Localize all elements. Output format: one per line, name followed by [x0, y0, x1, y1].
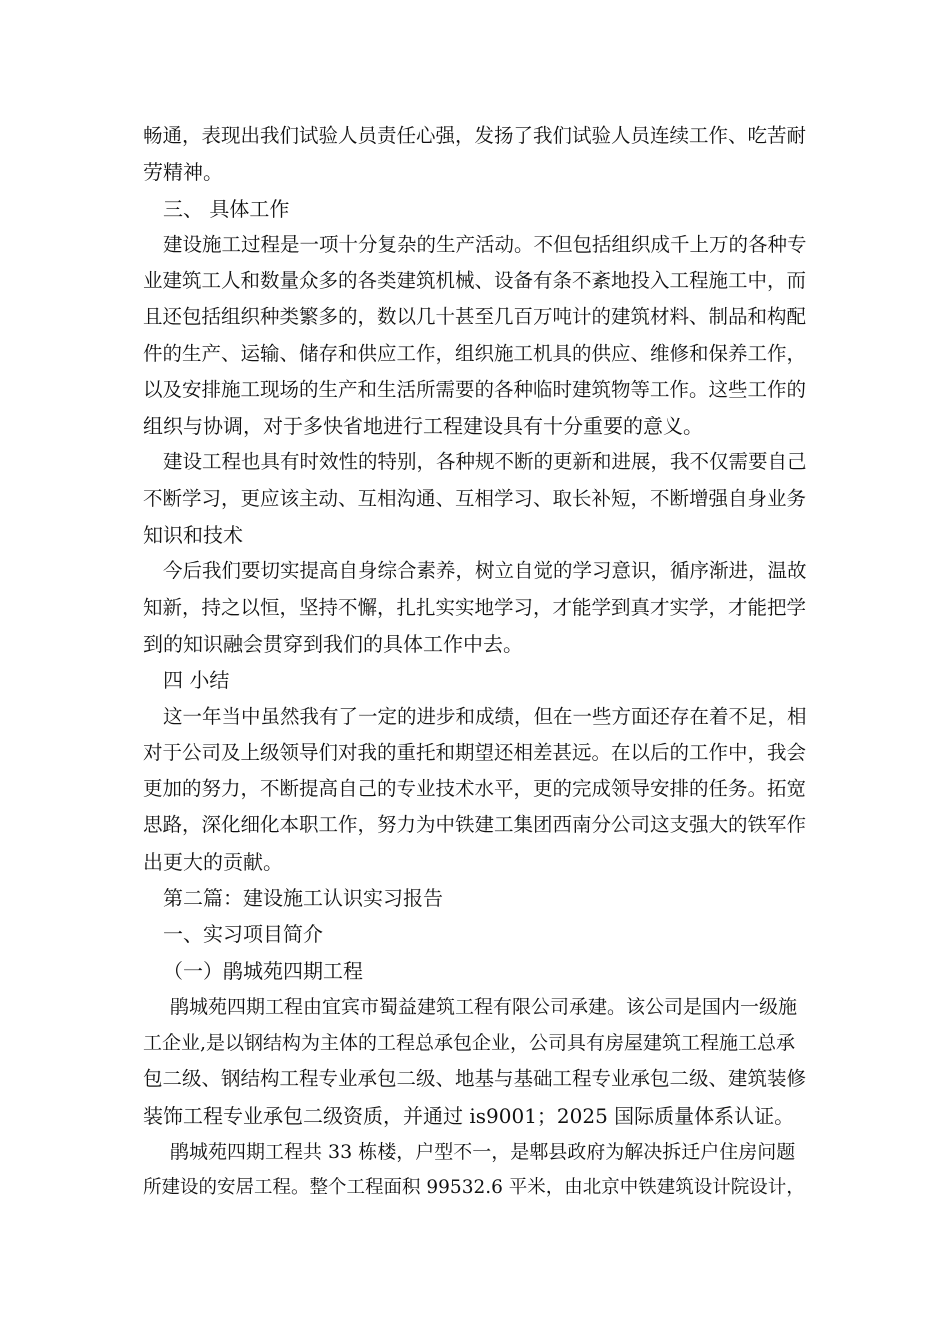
body-text-line: 组织与协调，对于多快省地进行工程建设具有十分重要的意义。 — [143, 414, 703, 438]
section-heading: 三、 具体工作 — [163, 197, 290, 221]
body-text-line: 不断学习，更应该主动、互相沟通、互相学习、取长补短，不断增强自身业务 — [143, 487, 807, 510]
body-text-line: 劳精神。 — [143, 160, 223, 184]
body-text-line: 知新，持之以恒，坚持不懈，扎扎实实地学习，才能学到真才实学，才能把学 — [143, 596, 807, 619]
body-text-line: 畅通，表现出我们试验人员责任心强，发扬了我们试验人员连续工作、吃苦耐 — [143, 124, 807, 147]
body-text-line: 更加的努力，不断提高自己的专业技术水平，更的完成领导安排的任务。拓宽 — [143, 777, 807, 800]
body-text-line: 且还包括组织种类繁多的，数以几十甚至几百万吨计的建筑材料、制品和构配 — [143, 305, 807, 328]
paragraph-start-line: 建设工程也具有时效性的特别，各种规不断的更新和进展，我不仅需要自己 — [163, 450, 807, 473]
chapter-heading: 第二篇：建设施工认识实习报告 — [163, 886, 443, 910]
section-heading: 四 小结 — [163, 668, 230, 692]
body-text-line: 对于公司及上级领导们对我的重托和期望还相差甚远。在以后的工作中，我会 — [143, 741, 807, 764]
body-text-line: 以及安排施工现场的生产和生活所需要的各种临时建筑物等工作。这些工作的 — [143, 378, 807, 401]
body-text-line: 工企业,是以钢结构为主体的工程总承包企业，公司具有房屋建筑工程施工总承 — [143, 1032, 796, 1054]
body-text-line: 知识和技术 — [143, 523, 243, 547]
section-heading: 一、实习项目简介 — [163, 922, 323, 946]
body-text-line: 包二级、钢结构工程专业承包二级、地基与基础工程专业承包二级、建筑装修 — [143, 1067, 807, 1090]
paragraph-start-line: 鹃城苑四期工程由宜宾市蜀益建筑工程有限公司承建。该公司是国内一级施 — [170, 996, 798, 1018]
body-text-line: 所建设的安居工程。整个工程面积 99532.6 平米，由北京中铁建筑设计院设计， — [143, 1177, 805, 1198]
paragraph-start-line: 这一年当中虽然我有了一定的进步和成绩，但在一些方面还存在着不足，相 — [163, 705, 807, 728]
body-text-line: 思路，深化细化本职工作，努力为中铁建工集团西南分公司这支强大的铁军作 — [143, 813, 807, 836]
body-text-line: 到的知识融会贯穿到我们的具体工作中去。 — [143, 632, 523, 656]
body-text-line: 出更大的贡献。 — [143, 850, 283, 874]
body-text-line: 装饰工程专业承包二级资质，并通过 is9001；2025 国际质量体系认证。 — [143, 1104, 795, 1128]
body-text-line: 件的生产、运输、储存和供应工作，组织施工机具的供应、维修和保养工作， — [143, 342, 807, 365]
subsection-heading: （一）鹃城苑四期工程 — [163, 959, 363, 983]
body-text-line: 业建筑工人和数量众多的各类建筑机械、设备有条不紊地投入工程施工中，而 — [143, 269, 807, 292]
paragraph-start-line: 建设施工过程是一项十分复杂的生产活动。不但包括组织成千上万的各种专 — [163, 233, 807, 256]
paragraph-start-line: 今后我们要切实提高自身综合素养，树立自觉的学习意识，循序渐进，温故 — [163, 559, 807, 582]
paragraph-start-line: 鹃城苑四期工程共 33 栋楼，户型不一，是郫县政府为解决拆迁户住房问题 — [170, 1141, 796, 1163]
